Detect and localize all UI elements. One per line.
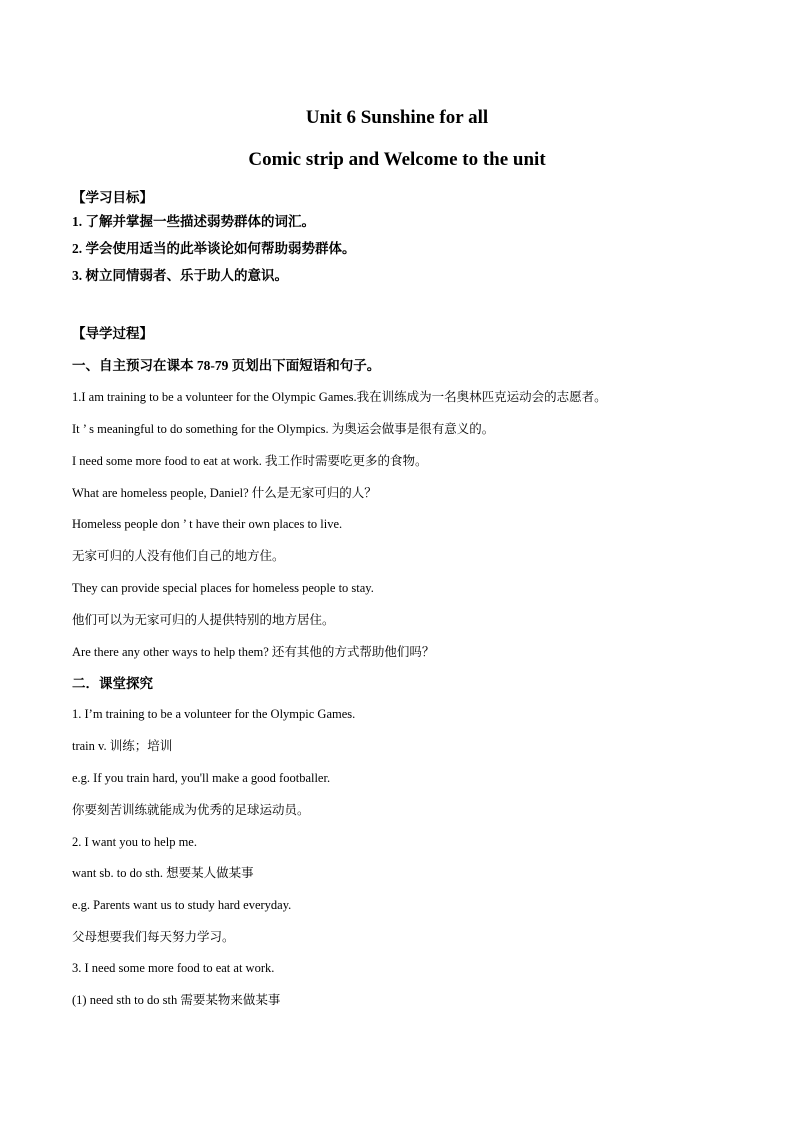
objectives-heading: 【学习目标】	[72, 190, 153, 205]
objective-item: 1. 了解并掌握一些描述弱势群体的词汇。	[72, 214, 315, 229]
process-heading: 【导学过程】	[72, 326, 153, 341]
lesson-subtitle: Comic strip and Welcome to the unit	[248, 149, 546, 170]
explore-line: 父母想要我们每天努力学习。	[72, 930, 235, 944]
explore-line: 1. I’m training to be a volunteer for the Olympic Games.	[72, 707, 356, 721]
sentence-line: Homeless people don ’ t have their own places to live.	[72, 517, 343, 531]
sentence-line: They can provide special places for homeless people to stay.	[72, 581, 374, 595]
objective-item: 3. 树立同情弱者、乐于助人的意识。	[72, 268, 288, 283]
sentence-line: I need some more food to eat at work. 我工作时需要吃更多的食物。	[72, 454, 428, 468]
unit-title: Unit 6 Sunshine for all	[305, 107, 489, 128]
explore-line: (1) need sth to do sth 需要某物来做某事	[72, 993, 281, 1007]
explore-line: 2. I want you to help me.	[72, 835, 197, 849]
sentence-line: What are homeless people, Daniel? 什么是无家可归的人？	[72, 486, 377, 500]
explore-line: train v. 训练；培训	[72, 739, 173, 753]
sentence-line: 无家可归的人没有他们自己的地方住。	[72, 549, 285, 563]
explore-line: e.g. Parents want us to study hard everyday.	[72, 898, 292, 912]
part2-heading: 二．课堂探究	[72, 676, 153, 691]
explore-line: want sb. to do sth. 想要某人做某事	[72, 866, 254, 880]
explore-line: 你要刻苦训练就能成为优秀的足球运动员。	[72, 803, 310, 817]
objective-item: 2. 学会使用适当的此举谈论如何帮助弱势群体。	[72, 241, 356, 256]
explore-line: 3. I need some more food to eat at work.	[72, 961, 275, 975]
sentence-line: 1.I am training to be a volunteer for the Olympic Games.我在训练成为一名奥林匹克运动会的志愿者。	[72, 390, 607, 404]
sentence-line: Are there any other ways to help them? 还有其他的方式帮助他们吗？	[72, 645, 435, 659]
sentence-line: It ’ s meaningful to do something for the Olympics. 为奥运会做事是很有意义的。	[72, 422, 495, 436]
part1-heading: 一、自主预习在课本 78-79 页划出下面短语和句子。	[72, 358, 381, 373]
explore-line: e.g. If you train hard, you'll make a good footballer.	[72, 771, 331, 785]
sentence-line: 他们可以为无家可归的人提供特别的地方居住。	[72, 613, 335, 627]
